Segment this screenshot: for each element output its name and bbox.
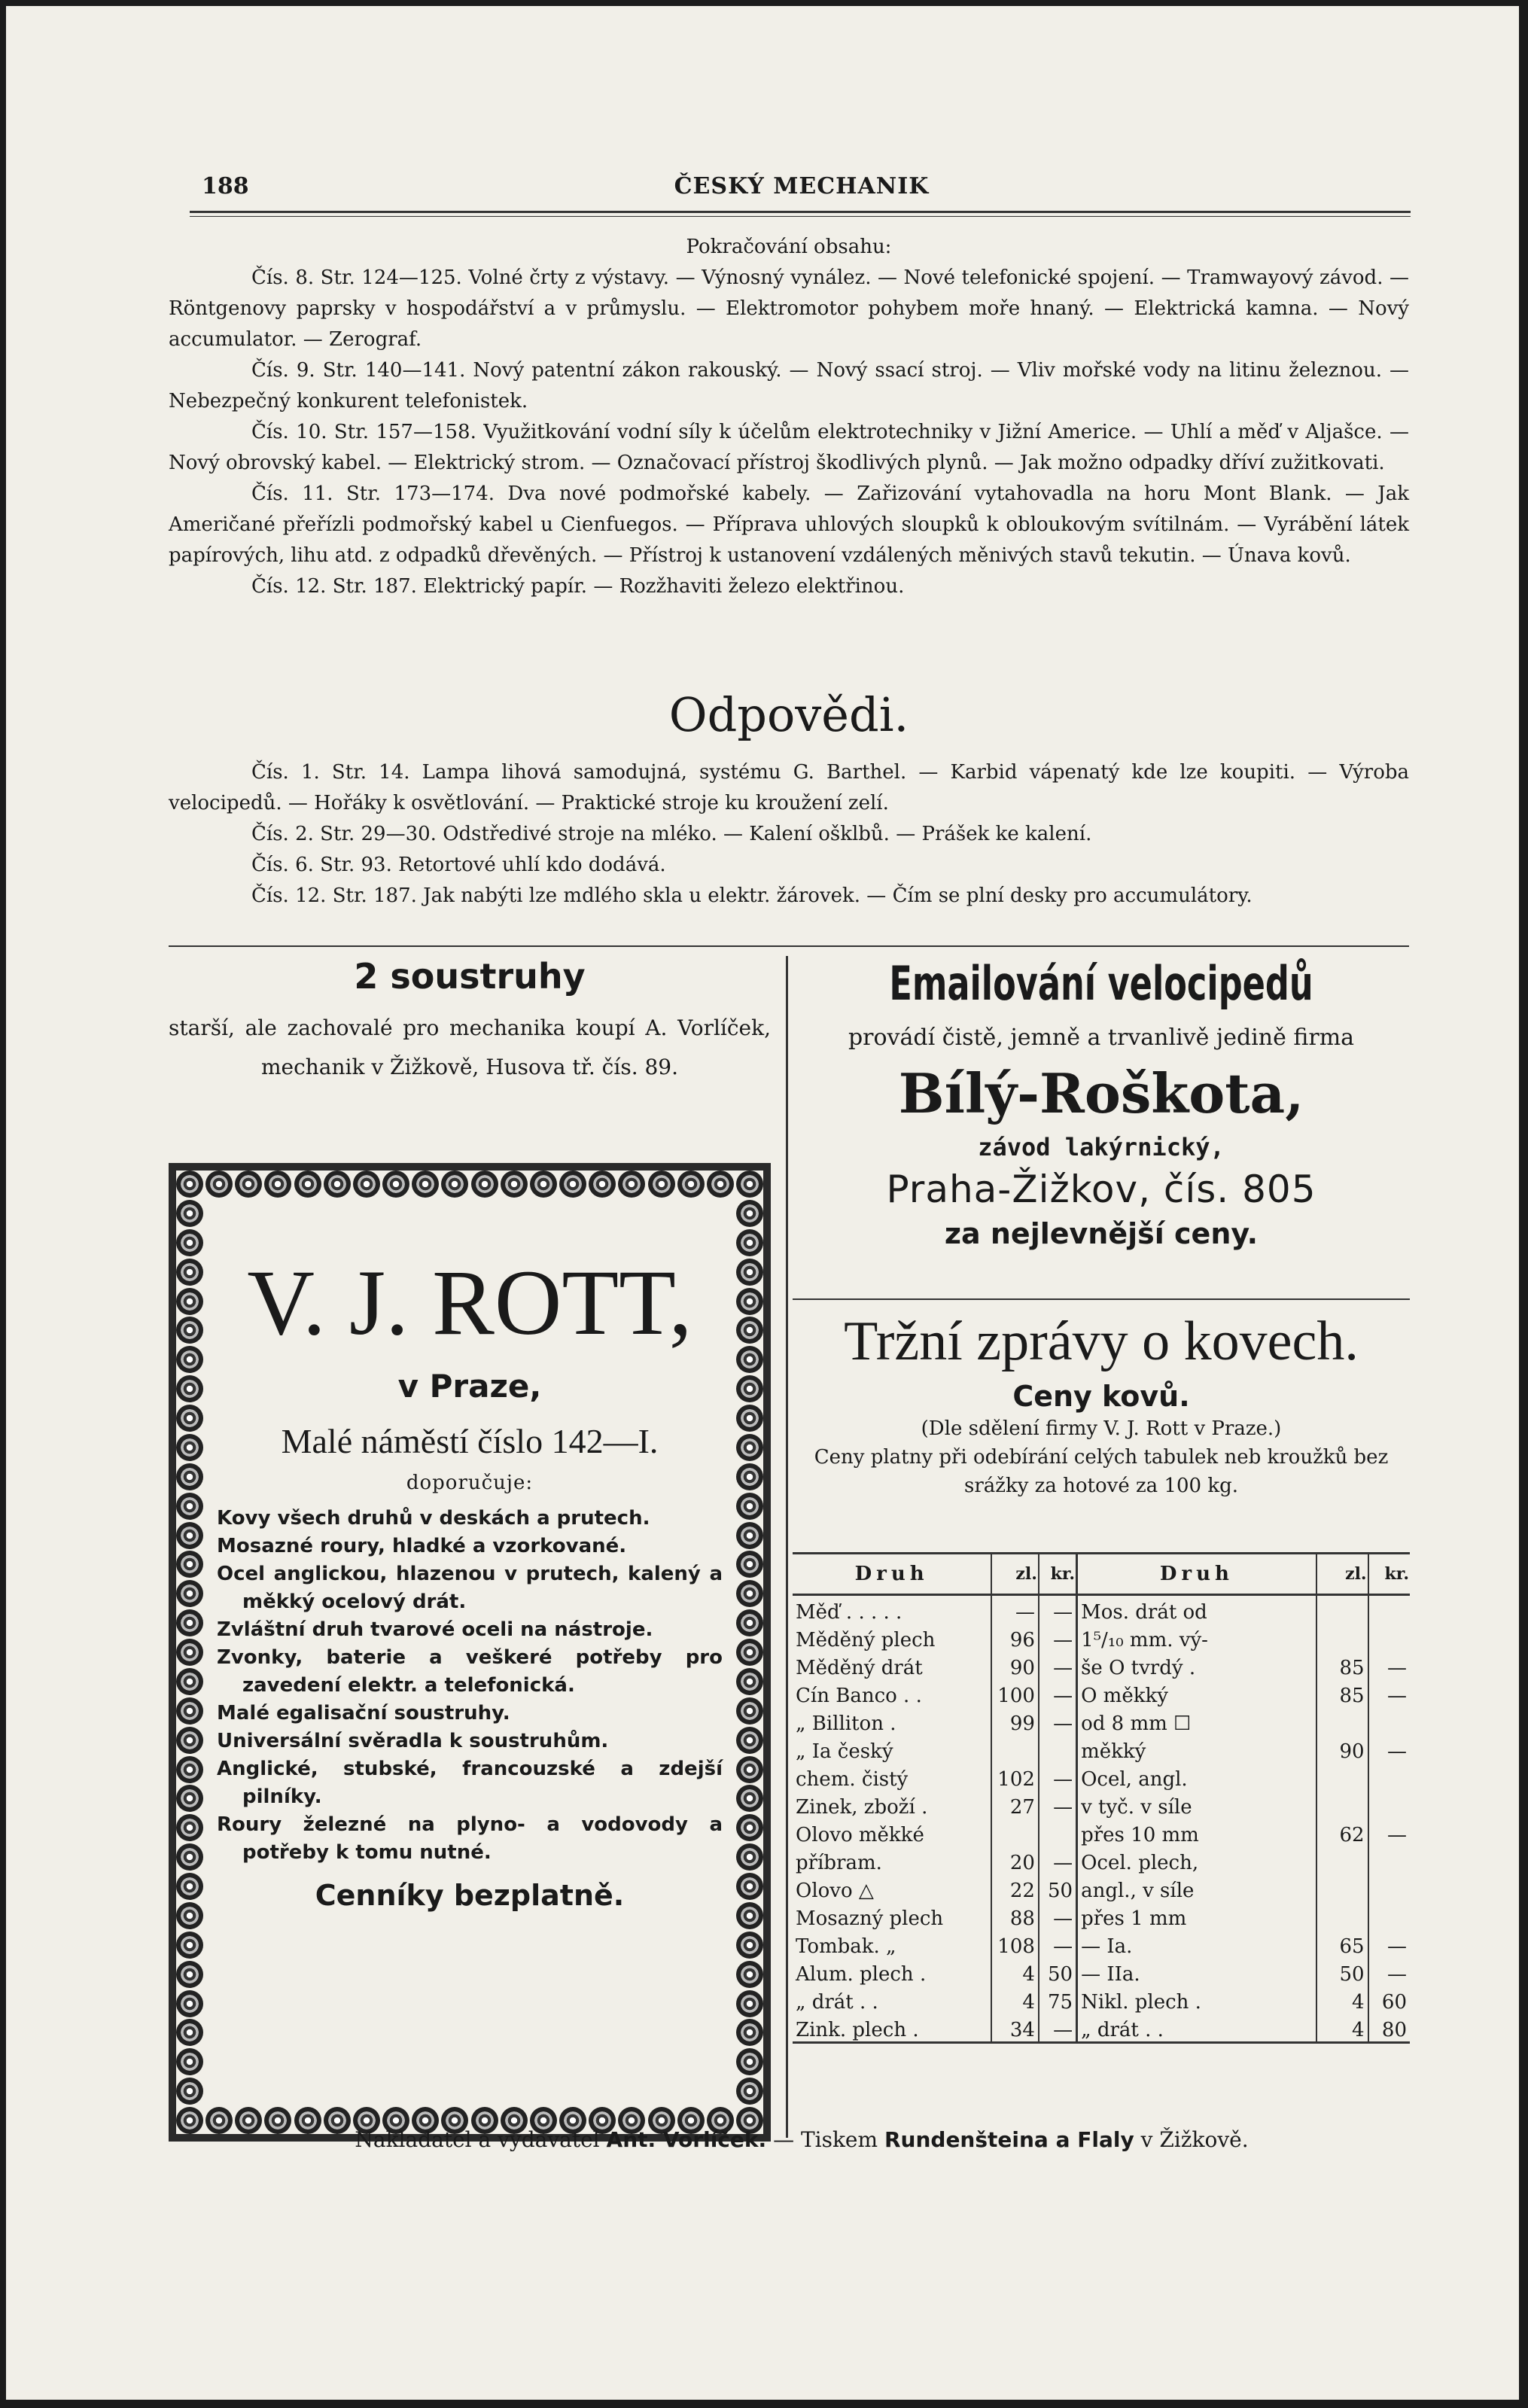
price-row xyxy=(793,1735,1410,1763)
price-cell: 60 xyxy=(1368,1986,1410,2014)
price-row xyxy=(793,1958,1410,1986)
rott-product: Universální svěradla k soustruhům. xyxy=(217,1730,609,1752)
price-cell: v tyč. v síle xyxy=(1077,1791,1316,1819)
price-cell: — xyxy=(1368,1652,1410,1679)
price-cell: Ocel. plech, xyxy=(1077,1846,1316,1874)
price-cell: od 8 mm ☐ xyxy=(1077,1707,1316,1735)
rosette-ornament xyxy=(736,1990,763,2017)
rott-product: Kovy všech druhů v deskách a prutech. xyxy=(217,1507,650,1530)
price-cell: 50 xyxy=(1039,1874,1077,1902)
price-cell: chem. čistý xyxy=(796,1768,909,1791)
price-cell: 90 xyxy=(991,1652,1039,1679)
rosette-ornament xyxy=(176,1902,203,1929)
rosette-ornament xyxy=(736,1551,763,1578)
price-cell: — xyxy=(1039,1595,1077,1624)
price-cell: 100 xyxy=(991,1679,1039,1707)
rosette-ornament xyxy=(176,1551,203,1578)
rott-price-list-free: Cenníky bezplatně. xyxy=(315,1879,625,1912)
market-rule xyxy=(793,1298,1410,1300)
lathes-ad-title: 2 soustruhy xyxy=(354,956,586,997)
price-cell xyxy=(1368,1874,1410,1902)
rosette-ornament xyxy=(176,1843,203,1871)
price-cell: — xyxy=(1039,1791,1077,1819)
price-cell: přes 1 mm xyxy=(1077,1902,1316,1930)
price-row xyxy=(793,1763,1410,1791)
rosette-ornament xyxy=(736,1609,763,1636)
section-rule xyxy=(169,945,1409,947)
rosette-ornament xyxy=(618,1171,645,1198)
market-source: (Dle sdělení firmy V. J. Rott v Praze.) xyxy=(921,1417,1282,1440)
market-report xyxy=(793,1310,1410,1500)
rosette-ornament xyxy=(176,1785,203,1812)
price-cell: 4 xyxy=(1316,1986,1368,2014)
rosette-ornament xyxy=(736,1843,763,1871)
rosette-ornament xyxy=(176,1873,203,1900)
header-rule-thin xyxy=(190,216,1411,217)
price-cell: — xyxy=(1368,1735,1410,1763)
price-cell: Cín Banco . . xyxy=(796,1685,922,1707)
price-cell xyxy=(991,1819,1039,1846)
price-cell: 90 xyxy=(1316,1735,1368,1763)
header-rule xyxy=(190,211,1411,213)
rosette-ornament xyxy=(736,1405,763,1432)
rosette-ornament xyxy=(736,1697,763,1725)
rosette-ornament xyxy=(736,1756,763,1783)
col-header: kr. xyxy=(1039,1554,1077,1595)
rosette-ornament xyxy=(176,1639,203,1666)
rosette-ornament xyxy=(176,1259,203,1286)
price-cell xyxy=(1368,1791,1410,1819)
price-table-body xyxy=(793,1595,1410,2043)
lathes-ad-body: starší, ale zachovalé pro mechanika koupí A. Vorlíček, mechanik v Žižkově, Husova tř. čís. 89. xyxy=(169,1015,771,1079)
contents-heading: Pokračování obsahu: xyxy=(686,236,892,258)
enamel-ad-title: Emailování velocipedů xyxy=(889,956,1313,1011)
rott-product-list xyxy=(217,1505,723,1867)
page-header xyxy=(196,170,1408,208)
rott-product: Ocel anglickou, hlazenou v prutech, kalený a měkký ocelový drát. xyxy=(217,1563,723,1613)
rosette-ornament xyxy=(736,1171,763,1198)
rott-address: Malé náměstí číslo 142—I. xyxy=(281,1422,659,1460)
price-cell xyxy=(1316,1791,1368,1819)
rosette-ornament xyxy=(736,1522,763,1549)
price-cell: Olovo měkké xyxy=(796,1824,924,1846)
rott-city: v Praze, xyxy=(397,1368,542,1405)
market-subtitle: Ceny kovů. xyxy=(1012,1380,1190,1413)
rosette-ornament xyxy=(176,1229,203,1256)
printer-name: Rundenšteina a Flaly xyxy=(884,2127,1134,2152)
rosette-ornament xyxy=(176,1317,203,1344)
price-cell: Olovo △ xyxy=(796,1880,874,1902)
rosette-ornament xyxy=(324,1171,351,1198)
answer-entry: Čís. 12. Str. 187. Jak nabýti lze mdlého skla u elektr. žárovek. — Čím se plní desky pro accumulátory. xyxy=(251,884,1253,907)
col-header: Druh xyxy=(793,1554,991,1595)
rosette-ornament xyxy=(736,1785,763,1812)
rosette-ornament xyxy=(530,1171,557,1198)
rott-product: Roury železné na plyno- a vodovody a potřeby k tomu nutné. xyxy=(217,1813,723,1864)
price-cell: „ drát . . xyxy=(796,1991,878,2014)
answer-entry: Čís. 2. Str. 29—30. Odstředivé stroje na mléko. — Kalení ošklbů. — Prášek ke kalení. xyxy=(251,823,1092,845)
price-row xyxy=(793,1874,1410,1902)
price-cell xyxy=(1368,1595,1410,1624)
rosette-ornament xyxy=(736,1200,763,1227)
rosette-ornament xyxy=(176,1961,203,1988)
rosette-ornament xyxy=(736,1434,763,1461)
price-row xyxy=(793,2014,1410,2043)
rosette-ornament xyxy=(736,1229,763,1256)
price-cell: Zinek, zboží . xyxy=(796,1796,928,1819)
price-cell: — IIa. xyxy=(1077,1958,1316,1986)
price-cell xyxy=(1039,1819,1077,1846)
rosette-ornament xyxy=(501,1171,528,1198)
price-cell: — xyxy=(1039,1902,1077,1930)
price-cell: 99 xyxy=(991,1707,1039,1735)
left-column xyxy=(169,956,771,1912)
rosette-ornament xyxy=(235,1171,262,1198)
rosette-ornament xyxy=(736,1814,763,1841)
price-row xyxy=(793,1624,1410,1652)
price-cell: Mos. drát od xyxy=(1077,1595,1316,1624)
price-cell: Ocel, angl. xyxy=(1077,1763,1316,1791)
rosette-ornament xyxy=(176,1288,203,1315)
rosette-ornament xyxy=(736,1727,763,1754)
right-column xyxy=(793,956,1410,2041)
price-cell xyxy=(1368,1707,1410,1735)
rosette-ornament xyxy=(176,1668,203,1695)
enamel-ad-line: za nejlevnější ceny. xyxy=(944,1217,1259,1250)
price-cell: — xyxy=(1039,1624,1077,1652)
rosette-ornament xyxy=(677,1171,705,1198)
price-cell: — xyxy=(1368,1679,1410,1707)
price-cell: 85 xyxy=(1316,1652,1368,1679)
price-cell: 102 xyxy=(991,1763,1039,1791)
price-row xyxy=(793,1986,1410,2014)
rosette-ornament xyxy=(736,1375,763,1402)
price-cell xyxy=(1316,1874,1368,1902)
rosette-ornament xyxy=(412,1171,439,1198)
enamel-ad xyxy=(793,956,1410,1250)
price-cell: 20 xyxy=(991,1846,1039,1874)
rosette-ornament xyxy=(707,1171,734,1198)
price-cell: Mosazný plech xyxy=(796,1907,944,1930)
price-cell xyxy=(1316,1846,1368,1874)
price-cell: 88 xyxy=(991,1902,1039,1930)
rosette-ornament xyxy=(176,1522,203,1549)
price-cell: še O tvrdý . xyxy=(1077,1652,1316,1679)
price-cell: — xyxy=(1039,1652,1077,1679)
enamel-ad-line: provádí čistě, jemně a trvanlivě jedině firma xyxy=(848,1024,1355,1051)
rosette-ornament xyxy=(736,1961,763,1988)
rosette-ornament xyxy=(176,1814,203,1841)
contents-entry: Čís. 12. Str. 187. Elektrický papír. — Rozžhaviti železo elektřinou. xyxy=(251,575,905,598)
price-cell: Měď . . . . . xyxy=(796,1601,902,1624)
rosette-ornament xyxy=(736,1259,763,1286)
rosette-ornament xyxy=(176,1434,203,1461)
rosette-ornament xyxy=(736,2019,763,2046)
rott-product: Zvláštní druh tvarové oceli na nástroje. xyxy=(217,1618,653,1641)
price-row xyxy=(793,1791,1410,1819)
contents-entry: Čís. 11. Str. 173—174. Dva nové podmořské kabely. — Zařizování vytahovadla na horu Mont Blank. — Jak Američané přeřízli podmořský kabel u Cienfuegos. — Příprava uhlových sloupků k obloukovým svítilnám. — Vyrábění látek papírových, lihu atd. z odpadků dřevěných. — Přístroj k ustanovení vzdálených měnivých stavů tekutin. — Únava kovů. xyxy=(169,483,1409,567)
price-row xyxy=(793,1595,1410,1624)
rosette-ornament xyxy=(294,1171,321,1198)
price-cell: měkký xyxy=(1077,1735,1316,1763)
rosette-ornament xyxy=(176,1727,203,1754)
rosette-ornament xyxy=(176,1200,203,1227)
price-cell: „ Billiton . xyxy=(796,1712,896,1735)
rosette-ornament xyxy=(736,1463,763,1490)
price-row xyxy=(793,1819,1410,1846)
rosette-ornament xyxy=(176,1580,203,1607)
rosette-ornament xyxy=(264,1171,291,1198)
price-cell xyxy=(1368,1763,1410,1791)
price-cell: 50 xyxy=(1316,1958,1368,1986)
price-cell: — xyxy=(991,1595,1039,1624)
price-cell xyxy=(1368,1846,1410,1874)
price-cell: 22 xyxy=(991,1874,1039,1902)
rott-product: Zvonky, baterie a veškeré potřeby pro zavedení elektr. a telefonická. xyxy=(217,1646,723,1697)
price-row xyxy=(793,1652,1410,1679)
rosette-ornament xyxy=(736,1580,763,1607)
price-row xyxy=(793,1679,1410,1707)
price-cell: — xyxy=(1039,1846,1077,1874)
rott-product: Mosazné roury, hladké a vzorkované. xyxy=(217,1535,627,1557)
rosette-ornament xyxy=(176,2019,203,2046)
rosette-ornament xyxy=(589,1171,616,1198)
price-cell: „ Ia český xyxy=(796,1740,893,1763)
price-cell: — xyxy=(1368,1958,1410,1986)
price-cell: 1⁵/₁₀ mm. vý- xyxy=(1077,1624,1316,1652)
rosette-ornament xyxy=(176,2078,203,2105)
price-cell: — xyxy=(1368,1930,1410,1958)
price-cell: Alum. plech . xyxy=(796,1963,927,1986)
price-cell: 96 xyxy=(991,1624,1039,1652)
lathes-ad xyxy=(169,956,771,1087)
price-cell: 80 xyxy=(1368,2014,1410,2043)
rosette-ornament xyxy=(176,2048,203,2075)
col-header: kr. xyxy=(1368,1554,1410,1595)
price-cell: — xyxy=(1368,1819,1410,1846)
rosette-ornament xyxy=(736,1932,763,1959)
rosette-ornament xyxy=(736,1873,763,1900)
price-cell: angl., v síle xyxy=(1077,1874,1316,1902)
answer-entry: Čís. 1. Str. 14. Lampa lihová samodujná, systému G. Barthel. — Karbid vápenatý kde lze koupiti. — Výroba velocipedů. — Hořáky k osvětlování. — Praktické stroje ku kroužení zelí. xyxy=(169,761,1409,814)
rosette-ornament xyxy=(736,1317,763,1344)
answer-entry: Čís. 6. Str. 93. Retortové uhlí kdo dodává. xyxy=(251,854,666,876)
col-header: Druh xyxy=(1077,1554,1316,1595)
imprint-footer xyxy=(196,2127,1408,2152)
answers-title: Odpovědi. xyxy=(668,687,909,742)
rosette-ornament xyxy=(736,2048,763,2075)
price-cell: — Ia. xyxy=(1077,1930,1316,1958)
rosette-ornament xyxy=(176,1171,203,1198)
price-cell xyxy=(1039,1735,1077,1763)
enamel-ad-line: závod lakýrnický, xyxy=(978,1133,1225,1161)
rosette-ornament xyxy=(736,2078,763,2105)
rott-product: Malé egalisační soustruhy. xyxy=(217,1702,510,1725)
rosette-ornament xyxy=(176,1463,203,1490)
market-note: Ceny platny při odebírání celých tabulek neb kroužků bez srážky za hotové za 100 kg. xyxy=(814,1446,1389,1497)
rosette-ornament xyxy=(736,1668,763,1695)
rosette-ornament xyxy=(559,1171,586,1198)
price-cell: „ drát . . xyxy=(1077,2014,1316,2043)
contents-entry: Čís. 8. Str. 124—125. Volné črty z výstavy. — Výnosný vynález. — Nové telefonické spojení. — Tramwayový závod. — Röntgenovy paprsky v hospodářství a v průmyslu. — Elektromotor pohybem moře hnaný. — Elektrická kamna. — Nový accumulator. — Zerograf. xyxy=(169,266,1409,351)
price-cell: Tombak. „ xyxy=(796,1935,896,1958)
rosette-ornament xyxy=(736,1639,763,1666)
rosette-ornament xyxy=(736,1288,763,1315)
enamel-firm-name: Bílý-Roškota, xyxy=(898,1061,1304,1125)
contents-entry: Čís. 10. Str. 157—158. Využitkování vodní síly k účelům elektrotechniky v Jižní Americe. — Uhlí a měď v Aljašce. — Nový obrovský kabel. — Elektrický strom. — Označovací přístroj škodlivých plynů. — Jak možno odpadky dříví zužitkovati. xyxy=(169,421,1409,474)
contents-section xyxy=(169,232,1409,602)
price-cell: — xyxy=(1039,1679,1077,1707)
rott-recommends: doporučuje: xyxy=(406,1472,534,1494)
price-cell: Zink. plech . xyxy=(796,2019,919,2041)
price-cell: — xyxy=(1039,1930,1077,1958)
price-cell xyxy=(1368,1624,1410,1652)
rosette-ornament xyxy=(648,1171,675,1198)
rosette-ornament xyxy=(176,1405,203,1432)
price-table xyxy=(793,1552,1410,2044)
price-row xyxy=(793,1707,1410,1735)
rosette-ornament xyxy=(205,1171,233,1198)
price-cell: Měděný plech xyxy=(796,1629,936,1652)
rosette-ornament xyxy=(736,1902,763,1929)
market-title: Tržní zprávy o kovech. xyxy=(844,1311,1359,1372)
price-cell xyxy=(1316,1595,1368,1624)
price-cell: 75 xyxy=(1039,1986,1077,2014)
price-cell: 50 xyxy=(1039,1958,1077,1986)
rosette-ornament xyxy=(471,1171,498,1198)
price-cell: 85 xyxy=(1316,1679,1368,1707)
price-cell xyxy=(1316,1707,1368,1735)
journal-title: ČESKÝ MECHANIK xyxy=(674,173,930,199)
price-cell xyxy=(1316,1902,1368,1930)
price-cell: O měkký xyxy=(1077,1679,1316,1707)
price-cell: — xyxy=(1039,1707,1077,1735)
price-cell: 4 xyxy=(991,1986,1039,2014)
rosette-ornament xyxy=(176,1990,203,2017)
price-table-header xyxy=(793,1554,1410,1595)
enamel-ad-line: Praha-Žižkov, čís. 805 xyxy=(886,1167,1316,1211)
price-row xyxy=(793,1930,1410,1958)
rosette-ornament xyxy=(176,1375,203,1402)
price-cell: 34 xyxy=(991,2014,1039,2043)
column-divider xyxy=(786,956,788,2138)
price-cell: 27 xyxy=(991,1791,1039,1819)
rosette-ornament xyxy=(736,1493,763,1520)
footer-text: Nakladatel a vydavatel xyxy=(355,2127,600,2152)
price-cell: — xyxy=(1039,2014,1077,2043)
rosette-ornament xyxy=(441,1171,468,1198)
journal-page xyxy=(6,6,1519,2400)
col-header: zl. xyxy=(1316,1554,1368,1595)
price-cell xyxy=(1316,1763,1368,1791)
rott-product: Anglické, stubské, francouzské a zdejší pilníky. xyxy=(217,1758,723,1808)
col-header: zl. xyxy=(991,1554,1039,1595)
price-row xyxy=(793,1902,1410,1930)
rosette-ornament xyxy=(176,1697,203,1725)
price-cell: 4 xyxy=(1316,2014,1368,2043)
answers-section xyxy=(169,757,1409,912)
rosette-ornament xyxy=(353,1171,380,1198)
contents-entry: Čís. 9. Str. 140—141. Nový patentní zákon rakouský. — Nový ssací stroj. — Vliv mořské vody na litinu železnou. — Nebezpečný konkurent telefonistek. xyxy=(169,359,1409,412)
price-cell xyxy=(1368,1902,1410,1930)
price-cell: Nikl. plech . xyxy=(1077,1986,1316,2014)
rosette-ornament xyxy=(176,1493,203,1520)
price-cell: Měděný drát xyxy=(796,1657,923,1679)
rosette-ornament xyxy=(736,1346,763,1373)
rosette-ornament xyxy=(176,1756,203,1783)
price-cell: přes 10 mm xyxy=(1077,1819,1316,1846)
price-cell: příbram. xyxy=(796,1852,882,1874)
price-cell: 62 xyxy=(1316,1819,1368,1846)
rosette-ornament xyxy=(176,1932,203,1959)
rosette-ornament xyxy=(176,1346,203,1373)
price-cell: 65 xyxy=(1316,1930,1368,1958)
footer-text: — Tiskem xyxy=(773,2127,878,2152)
price-cell: 108 xyxy=(991,1930,1039,1958)
rott-name: V. J. ROTT, xyxy=(247,1251,692,1354)
price-row xyxy=(793,1846,1410,1874)
footer-text: v Žižkově. xyxy=(1140,2127,1249,2152)
price-cell: — xyxy=(1039,1763,1077,1791)
publisher-name: Ant. Vorlíček. xyxy=(606,2127,767,2152)
price-cell: 4 xyxy=(991,1958,1039,1986)
rosette-ornament xyxy=(382,1171,409,1198)
page-number: 188 xyxy=(202,173,249,199)
price-cell xyxy=(1316,1624,1368,1652)
rott-ad xyxy=(169,1163,771,2142)
rott-ad-content xyxy=(217,1205,723,2101)
price-cell xyxy=(991,1735,1039,1763)
rosette-ornament xyxy=(176,1609,203,1636)
